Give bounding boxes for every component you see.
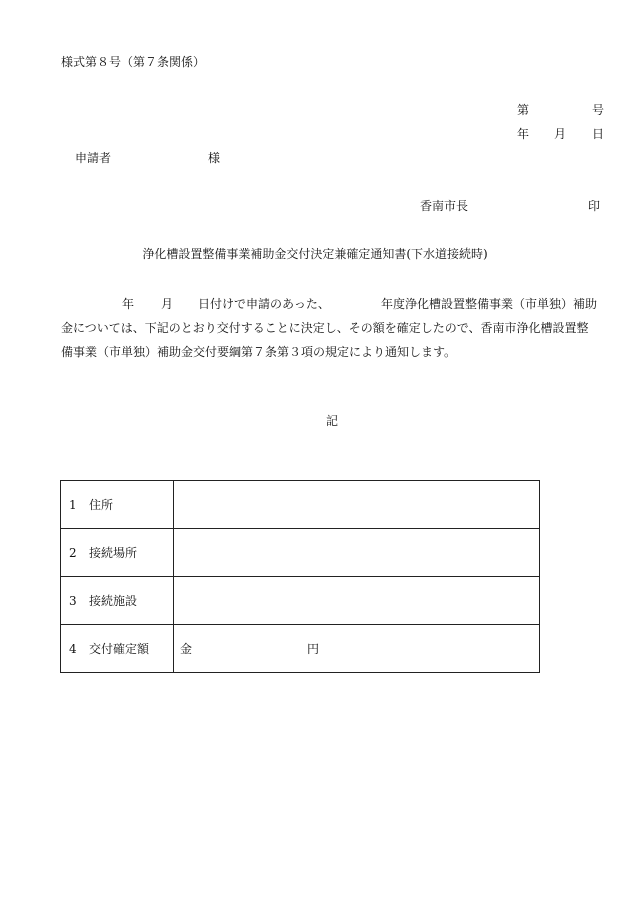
row-label: 1 住所 bbox=[61, 481, 174, 529]
issuer-title: 香南市長 bbox=[420, 199, 469, 213]
row-label: 4 交付確定額 bbox=[61, 625, 174, 673]
notice-body bbox=[61, 292, 606, 364]
notice-body-line-3: 備事業（市単独）補助金交付要綱第７条第３項の規定により通知します。 bbox=[61, 345, 457, 359]
document-title: 浄化槽設置整備事業補助金交付決定兼確定通知書(下水道接続時) bbox=[142, 247, 488, 261]
applicant-honorific: 様 bbox=[208, 151, 221, 165]
table-row bbox=[61, 481, 540, 529]
confirmed-amount-value[interactable] bbox=[174, 625, 540, 673]
detail-table bbox=[60, 480, 540, 673]
row-label: 2 接続場所 bbox=[61, 529, 174, 577]
connection-facility-value[interactable] bbox=[174, 577, 540, 625]
notice-body-line-1 bbox=[61, 292, 606, 316]
table-row bbox=[61, 625, 540, 673]
table-row bbox=[61, 577, 540, 625]
body-text-a: 日付けで申請のあった、 bbox=[198, 297, 330, 311]
date-year: 年 bbox=[517, 127, 530, 141]
notice-body-line-2: 金については、下記のとおり交付することに決定し、その額を確定したので、香南市浄化槽設置整 bbox=[61, 321, 589, 335]
body-text-b: 年度浄化槽設置整備事業（市単独）補助 bbox=[381, 297, 598, 311]
connection-location-value[interactable] bbox=[174, 529, 540, 577]
table-row bbox=[61, 529, 540, 577]
applicant-label: 申請者 bbox=[75, 151, 112, 165]
body-month: 月 bbox=[161, 297, 174, 311]
document-number-prefix: 第 bbox=[517, 103, 530, 117]
body-year: 年 bbox=[122, 297, 135, 311]
amount-kin: 金 bbox=[180, 642, 193, 656]
date-month: 月 bbox=[554, 127, 567, 141]
date-day: 日 bbox=[592, 127, 605, 141]
form-number: 様式第８号（第７条関係） bbox=[61, 55, 206, 69]
amount-yen: 円 bbox=[307, 642, 320, 656]
address-value[interactable] bbox=[174, 481, 540, 529]
document-number-suffix: 号 bbox=[592, 103, 605, 117]
seal-mark: 印 bbox=[588, 199, 601, 213]
row-label: 3 接続施設 bbox=[61, 577, 174, 625]
ki-heading: 記 bbox=[325, 414, 338, 428]
